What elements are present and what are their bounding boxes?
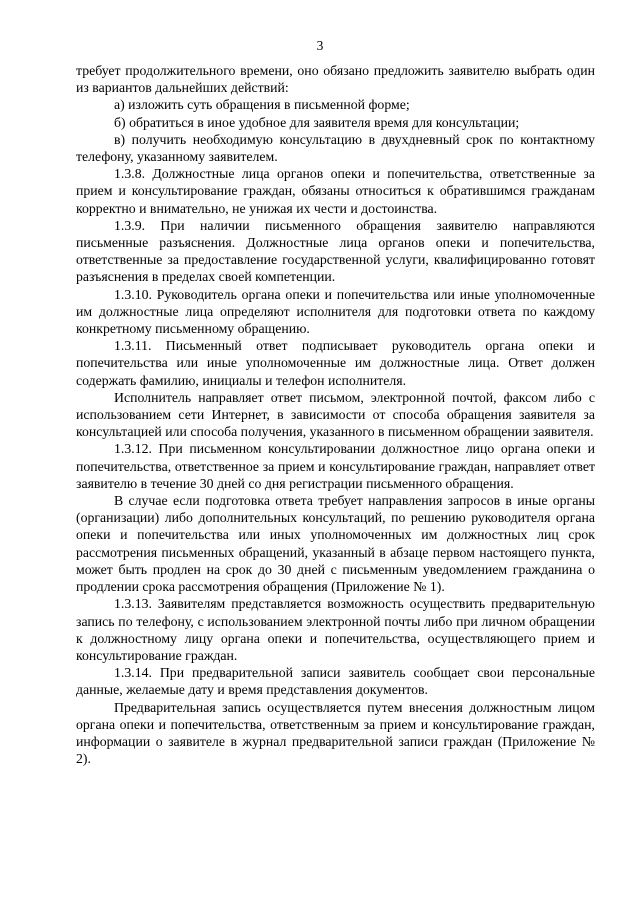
page-number: 3 — [316, 38, 324, 53]
paragraph: 1.3.14. При предварительной записи заявитель сообщает свои персональные данные, желаемые дату и время представления документов. — [76, 665, 595, 698]
paragraph: 1.3.11. Письменный ответ подписывает руководитель органа опеки и попечительства или иные уполномоченные им должностные лица. Ответ должен содержать фамилию, инициалы и телефон исполнителя. — [76, 338, 595, 388]
paragraph: требует продолжительного времени, оно обязано предложить заявителю выбрать один из вариантов дальнейших действий: — [76, 63, 595, 96]
paragraph: б) обратиться в иное удобное для заявителя время для консультации; — [114, 114, 520, 130]
paragraph: 1.3.12. При письменном консультировании должностное лицо органа опеки и попечительства, ответственное за прием и консультирование граждан, направляет ответ заявителю в течение 30 дней со дня регистрации письменного обращения. — [76, 441, 595, 491]
paragraph: В случае если подготовка ответа требует направления запросов в иные органы (организации) либо дополнительных консультаций, по решению руководителя органа опеки и попечительства или иных уполномоченных им должностных лиц срок рассмотрения письменных обращений, указанный в абзаце первом настоящего пункта, может быть продлен на срок до 30 дней с письменным уведомлением гражданина о продлении срока рассмотрения обращения (Приложение № 1). — [76, 493, 595, 595]
paragraph: а) изложить суть обращения в письменной форме; — [114, 97, 410, 113]
paragraph: 1.3.10. Руководитель органа опеки и попечительства или иные уполномоченные им должностные лица определяют исполнителя для подготовки ответа по каждому конкретному письменному обращению. — [76, 286, 595, 337]
paragraph: Исполнитель направляет ответ письмом, электронной почтой, факсом либо с использованием сети Интернет, в зависимости от способа обращения заявителя за консультацией или способа получения, указанного в письменном обращении заявителя. — [76, 389, 595, 440]
document-body — [76, 62, 595, 767]
paragraph: 1.3.13. Заявителям представляется возможность осуществить предварительную запись по телефону, с использованием электронной почты либо при личном обращении к должностному лицу органа опеки и попечительства, осуществляющего прием и консультирование граждан. — [76, 596, 595, 663]
paragraph: 1.3.8. Должностные лица органов опеки и попечительства, ответственные за прием и консультирование граждан, обязаны относиться к обратившимся гражданам корректно и внимательно, не унижая их чести и достоинства. — [76, 166, 595, 216]
paragraph: 1.3.9. При наличии письменного обращения заявителю направляются письменные разъяснения. Должностные лица органов опеки и попечительства, ответственные за предоставление государственной услуги, квалифицированно готовят разъяснения в пределах своей компетенции. — [76, 217, 595, 285]
paragraph: в) получить необходимую консультацию в двухдневный срок по контактному телефону, указанному заявителем. — [76, 131, 595, 165]
paragraph: Предварительная запись осуществляется путем внесения должностным лицом органа опеки и попечительства, ответственным за прием и консультирование граждан, информации о заявителе в журнал предварительной записи граждан (Приложение № 2). — [76, 699, 595, 767]
